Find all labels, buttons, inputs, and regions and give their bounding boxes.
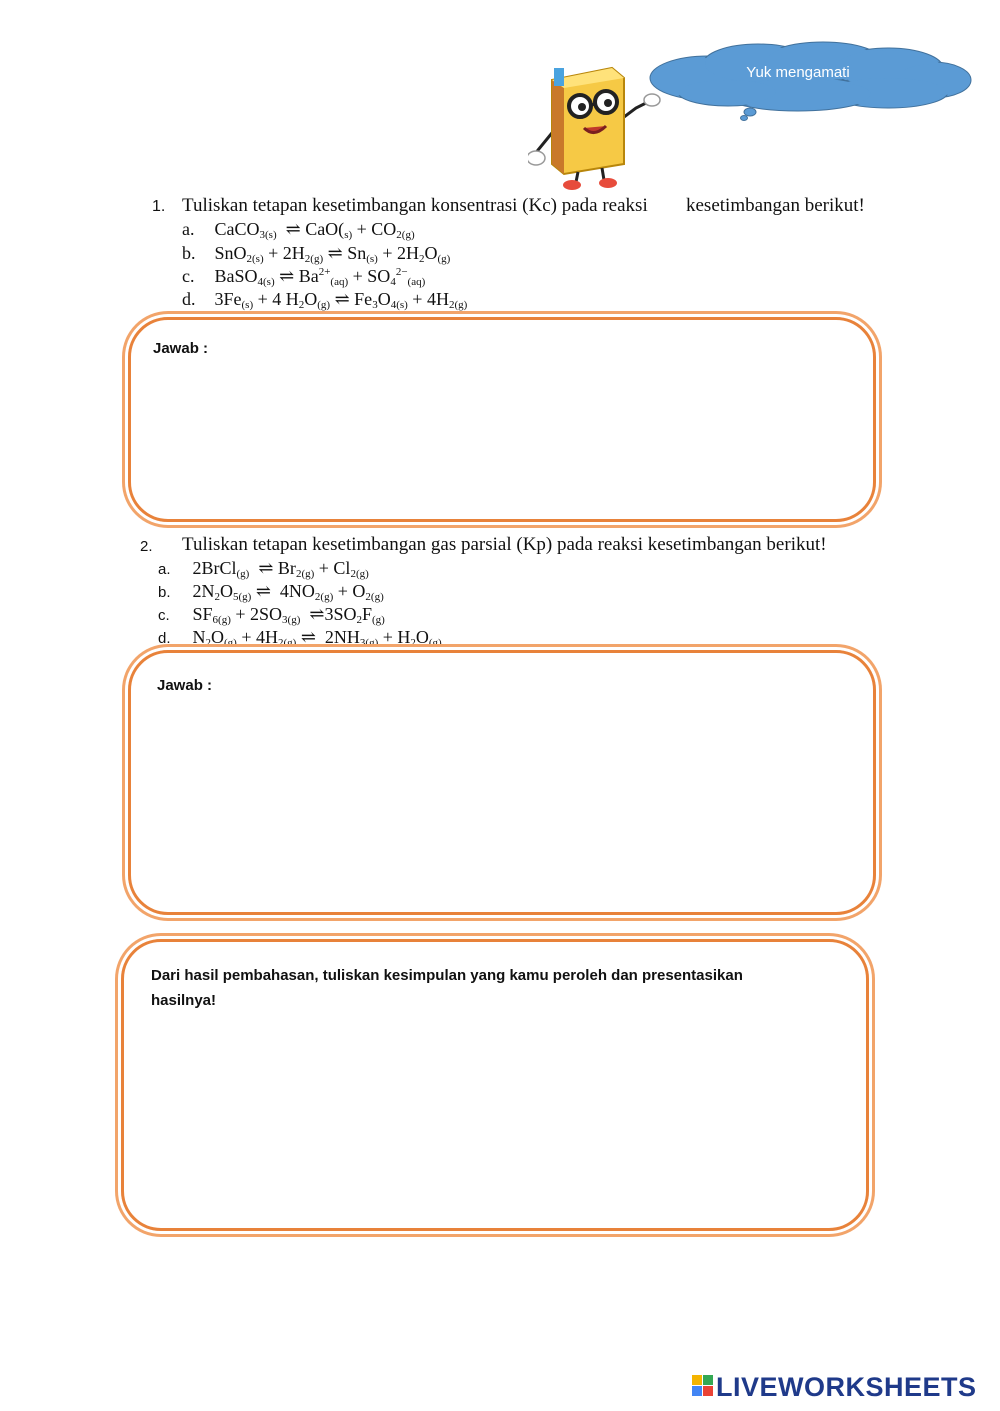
q2-item-a-letter: a. xyxy=(158,561,171,578)
q2-item-c-letter: c. xyxy=(158,607,170,624)
q2-item-d-letter: d. xyxy=(158,630,171,647)
q2-item-c xyxy=(158,603,385,627)
q2-item-a xyxy=(158,557,369,581)
liveworksheets-logo-icon xyxy=(692,1375,714,1397)
q1-item-b-letter: b. xyxy=(182,243,196,263)
answer-box-1-label: Jawab : xyxy=(153,340,209,357)
answer-box-2-label: Jawab : xyxy=(157,677,213,694)
question-1-text: Tuliskan tetapan kesetimbangan konsentrasi (Kc) pada reaksi xyxy=(182,195,648,216)
answer-box-2[interactable] xyxy=(128,650,876,915)
q2-item-d-equation: $N_2O_{(g)} + 4H_{2(g)}$ ⇌ $2NH_{3(g)} + H_2O_{(g)}$ xyxy=(192,627,442,649)
question-1-number: 1. xyxy=(152,198,166,215)
cloud-text: Yuk mengamati xyxy=(746,64,850,81)
q1-item-a-letter: a. xyxy=(182,219,195,239)
question-1-text-tail: kesetimbangan berikut! xyxy=(686,195,865,216)
q1-item-a xyxy=(182,218,415,240)
speech-cloud xyxy=(648,40,974,122)
liveworksheets-brand-text: LIVEWORKSHEETS xyxy=(716,1372,977,1402)
q2-item-a-equation: 2BrCl$_{(g)}$ ⇌ $Br_{2(g)} + Cl_{2(g)}$ xyxy=(192,558,369,580)
q2-item-d xyxy=(158,626,442,650)
q2-item-b-letter: b. xyxy=(158,584,171,601)
q1-item-d xyxy=(182,288,467,310)
q1-item-b xyxy=(182,242,450,264)
q1-item-b-equation: $SnO_{2(s)} + 2H_{2(g)}$ ⇌ $Sn_{(s)} + 2H_2O_{(g)}$ xyxy=(214,243,451,265)
question-2-text: Tuliskan tetapan kesetimbangan gas parsial (Kp) pada reaksi kesetimbangan berikut! xyxy=(182,534,827,555)
q2-item-b xyxy=(158,580,384,604)
q1-item-c-letter: c. xyxy=(182,266,195,286)
q2-item-c-equation: $SF_{6(g)} + 2SO_{3(g)}$ $\rightleftharpoons 3SO_2F_{(g)}$ xyxy=(192,604,385,626)
q2-item-b-equation: $2N_2O_{5(g)}$ ⇌ $4NO_{2(g)} + O_{2(g)}$ xyxy=(192,581,384,603)
q1-item-d-equation: $3Fe_{(s)} + 4$ $H_2O_{(g)}$ ⇌ $Fe_3O_{4(s)} + 4H_{2(g)}$ xyxy=(214,289,468,311)
q1-item-c-equation: BaSO$_{4(s)}$ ⇌ $Ba^{2+}_{(aq)} + SO_4^{2-}_{(aq)}$ xyxy=(214,266,426,288)
q1-item-a-equation: CaCO$_{3(s)}$ ⇌ $CaO(_{s)} + CO_{2(g)}$ xyxy=(214,219,415,241)
answer-box-1[interactable] xyxy=(128,317,876,522)
q1-item-c xyxy=(182,265,425,287)
question-2-number: 2. xyxy=(140,538,153,555)
q1-item-d-letter: d. xyxy=(182,289,196,309)
conclusion-prompt: Dari hasil pembahasan, tuliskan kesimpulan yang kamu peroleh dan presentasikan hasilnya! xyxy=(151,967,743,1009)
